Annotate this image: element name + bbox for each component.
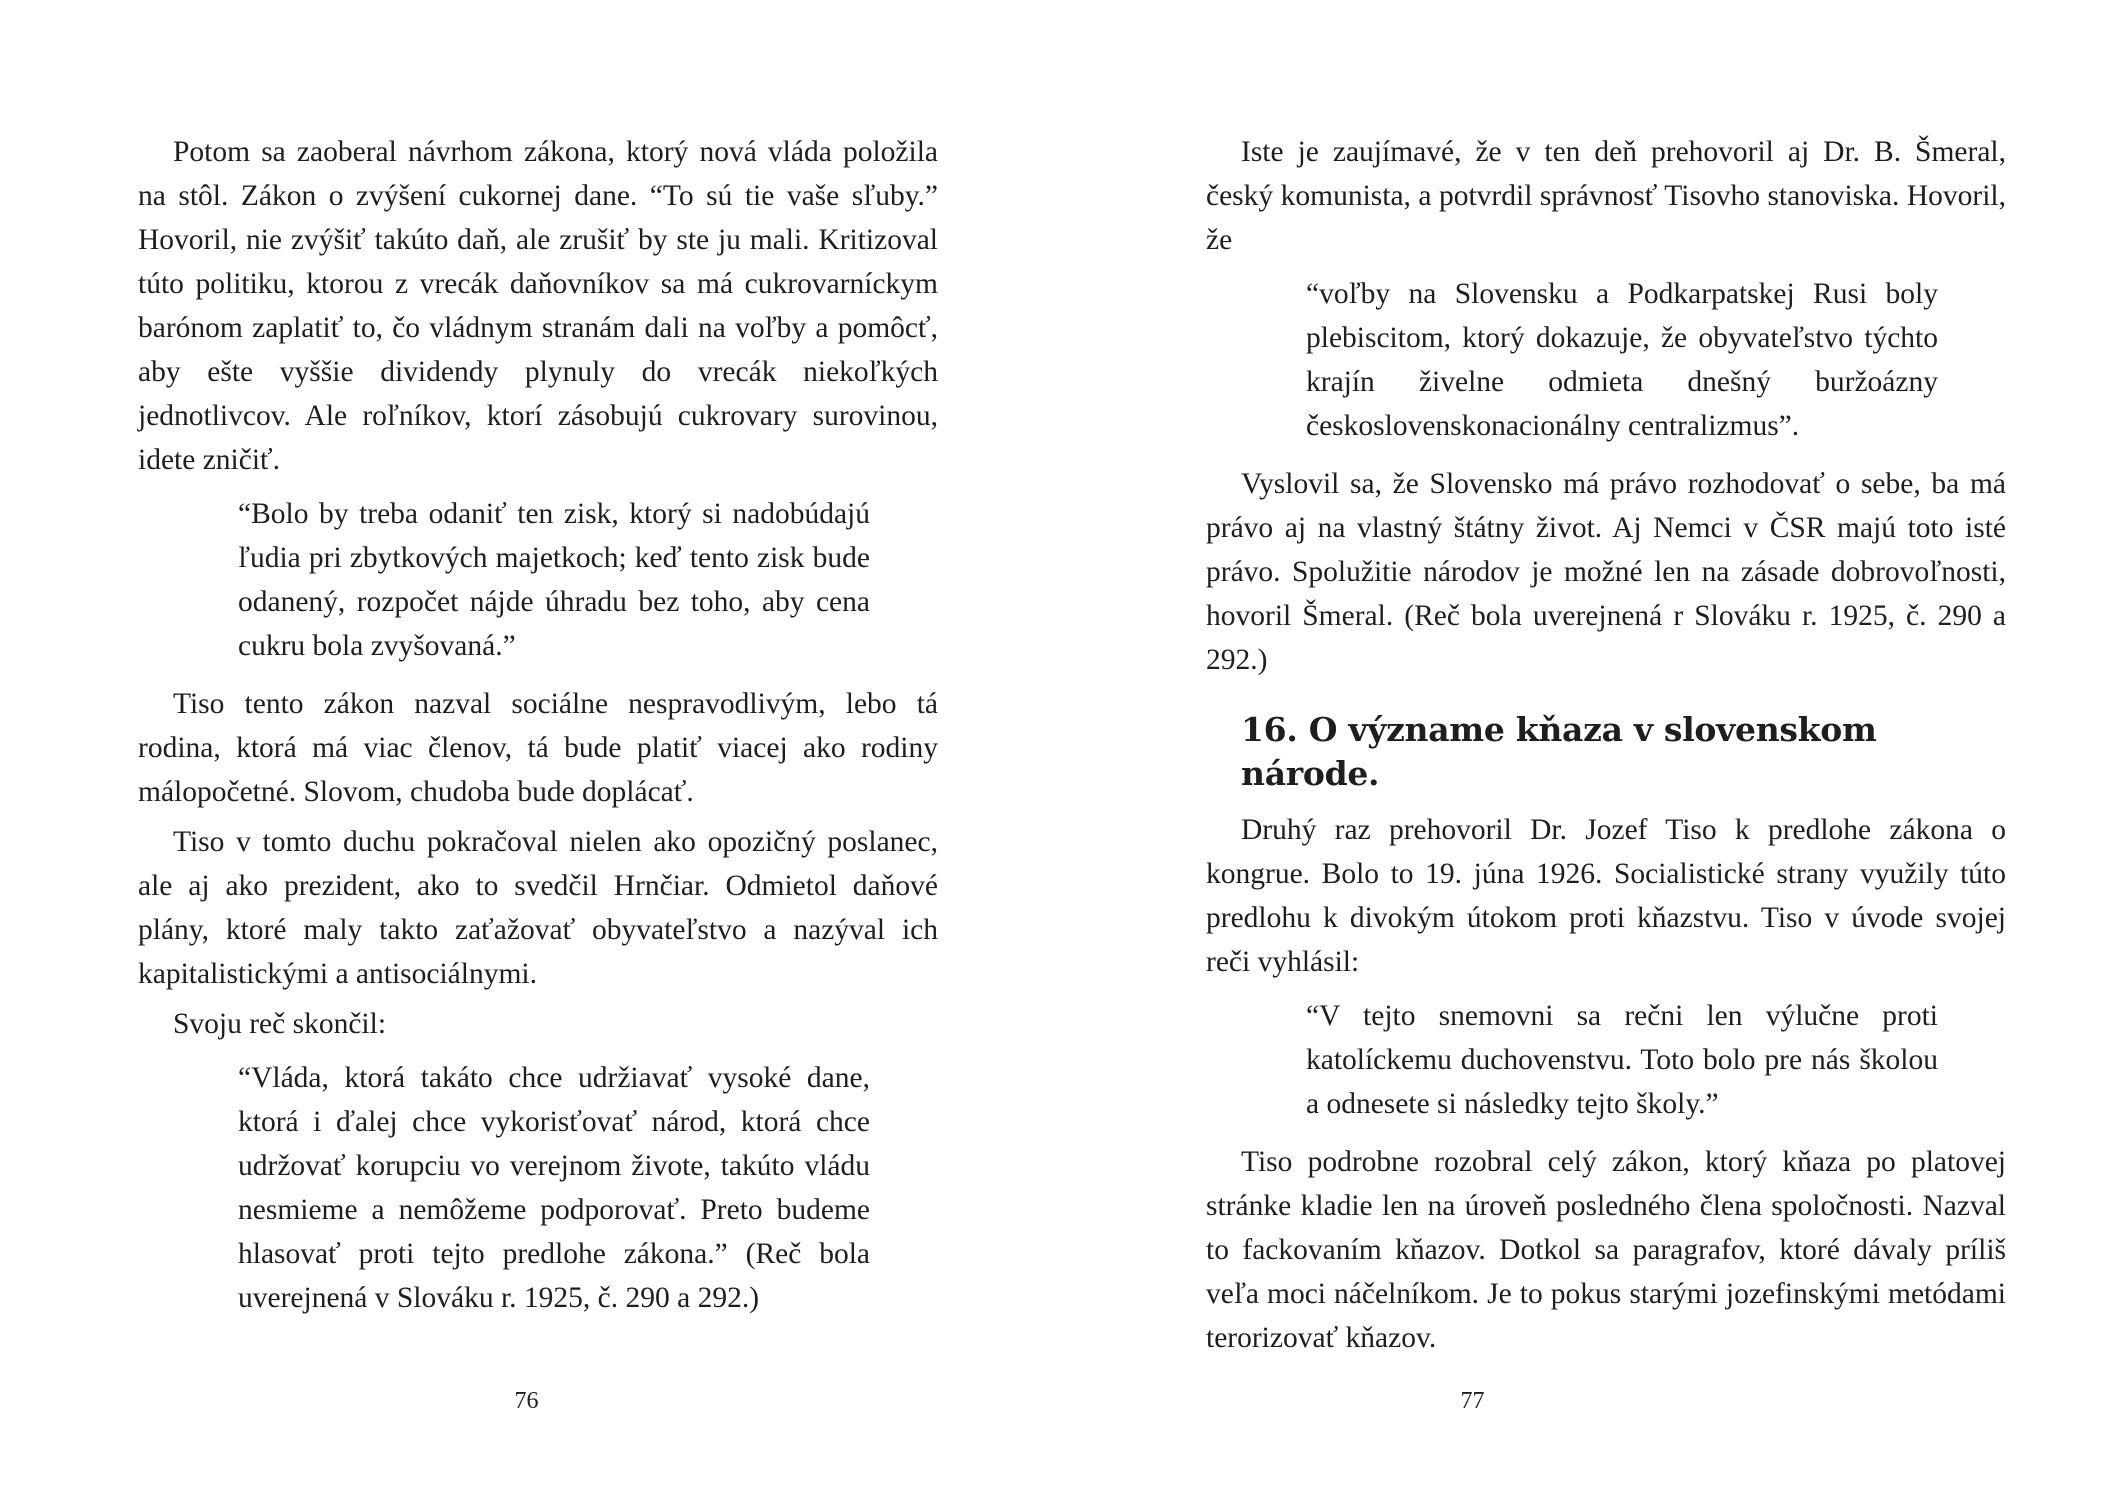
chapter-heading: 16. O význame kňaza v slovenskom národe.: [1241, 710, 1877, 793]
block-quote: “V tejto snemovni sa rečni len výlučne proti katolíckemu duchovenstvu. Toto bolo pre nás školou a odnesete si následky tejto školy.”: [1306, 1000, 1938, 1120]
paragraph: Tiso v tomto duchu pokračoval nielen ako opozičný poslanec, ale aj ako prezident, ako to svedčil Hrnčiar. Odmietol daňové plány, ktoré maly takto zaťažovať obyvateľstvo a nazýval ich kapitalistickými a antisociálnymi.: [138, 826, 938, 990]
block-quote: “Vláda, ktorá takáto chce udržiavať vysoké dane, ktorá i ďalej chce vykorisťovať národ, ktorá chce udržovať korupciu vo verejnom živote, takúto vládu nesmieme a nemôžeme podporovať. Preto budeme hlasovať proti tejto predlohe zákona.” (Reč bola uverejnená v Slováku r. 1925, č. 290 a 292.): [238, 1062, 870, 1314]
paragraph: Druhý raz prehovoril Dr. Jozef Tiso k predlohe zákona o kongrue. Bolo to 19. júna 1926. Socialistické strany využily túto predlohu k divokým útokom proti kňazstvu. Tiso v úvode svojej reči vyhlásil:: [1206, 814, 2006, 978]
paragraph: Tiso tento zákon nazval sociálne nespravodlivým, lebo tá rodina, ktorá má viac členov, tá bude platiť viacej ako rodiny málopočetné. Slovom, chudoba bude doplácať.: [138, 688, 938, 808]
page-number: 76: [514, 1388, 539, 1414]
left-page-text: [138, 130, 938, 1334]
block-quote: “Bolo by treba odaniť ten zisk, ktorý si nadobúdajú ľudia pri zbytkových majetkoch; keď tento zisk bude odanený, rozpočet nájde úhradu bez toho, aby cena cukru bola zvyšovaná.”: [238, 498, 870, 662]
paragraph: Tiso podrobne rozobral celý zákon, ktorý kňaza po platovej stránke kladie len na úroveň posledného člena spoločnosti. Nazval to fackovaním kňazov. Dotkol sa paragrafov, ktoré dávaly príliš veľa moci náčelníkom. Je to pokus starými jozefinskými metódami terorizovať kňazov.: [1206, 1146, 2006, 1354]
paragraph: Svoju reč skončil:: [173, 1008, 387, 1040]
block-quote: “voľby na Slovensku a Podkarpatskej Rusi boly plebiscitom, ktorý dokazuje, že obyvateľstvo týchto krajín živelne odmieta dnešný buržoázny československonacionálny centralizmus”.: [1306, 278, 1938, 442]
paragraph: Iste je zaujímavé, že v ten deň prehovoril aj Dr. B. Šmeral, český komunista, a potvrdil správnosť Tisovho stanoviska. Hovoril, že: [1206, 136, 2006, 256]
paragraph: Potom sa zaoberal návrhom zákona, ktorý nová vláda položila na stôl. Zákon o zvýšení cukornej dane. “To sú tie vaše sľuby.” Hovoril, nie zvýšiť takúto daň, ale zrušiť by ste ju mali. Kritizoval túto politiku, ktorou z vrecák daňovníkov sa má cukrovarníckym barónom zaplatiť to, čo vládnym stranám dali na voľby a pomôcť, aby ešte vyššie dividendy plynuly do vrecák niekoľkých jednotlivcov. Ale roľníkov, ktorí zásobujú cukrovary surovinou, idete zničiť.: [138, 136, 938, 476]
page-number: 77: [1460, 1388, 1485, 1414]
paragraph: Vyslovil sa, že Slovensko má právo rozhodovať o sebe, ba má právo aj na vlastný štátny život. Aj Nemci v ČSR majú toto isté právo. Spolužitie národov je možné len na zásade dobrovoľnosti, hovoril Šmeral. (Reč bola uverejnená r Slováku r. 1925, č. 290 a 292.): [1206, 468, 2006, 676]
right-page-text: [1206, 130, 2006, 1366]
right-page: [1059, 0, 2118, 1500]
